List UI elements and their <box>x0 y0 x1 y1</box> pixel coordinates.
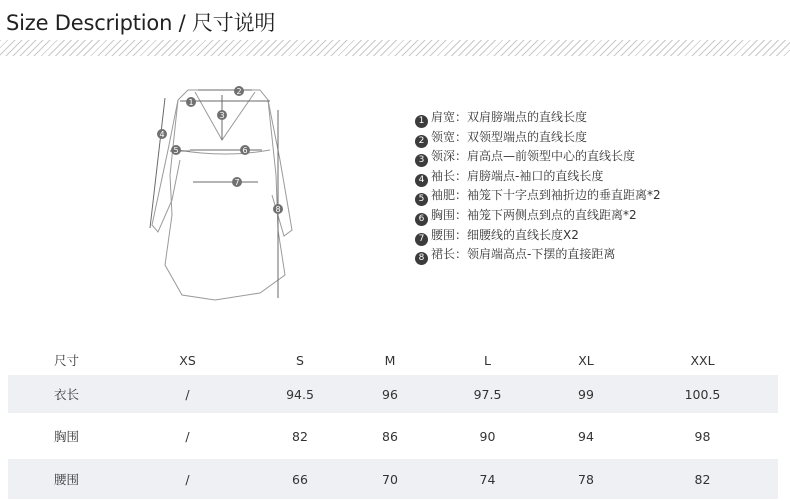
svg-text:3: 3 <box>219 111 225 120</box>
table-cell: 82 <box>250 413 350 459</box>
waist-seam <box>178 150 270 154</box>
marker-8 <box>273 204 283 214</box>
table-cell: 96 <box>350 375 430 413</box>
table-cell: 74 <box>430 459 545 499</box>
table-cell: 胸围 <box>8 413 125 459</box>
page-title: Size Description / 尺寸说明 <box>6 11 276 35</box>
column-header: M <box>384 352 396 368</box>
table-header-row <box>8 345 778 375</box>
marker-3 <box>217 110 227 120</box>
table-cell: 70 <box>350 459 430 499</box>
legend-item <box>415 128 661 148</box>
table-cell: 97.5 <box>430 375 545 413</box>
marker-4 <box>157 129 167 139</box>
table-cell: 94.5 <box>250 375 350 413</box>
svg-text:7: 7 <box>234 178 240 187</box>
legend-item <box>415 186 661 206</box>
legend-text: 袖肥：袖笼下十字点到袖折边的垂直距离*2 <box>431 188 661 203</box>
svg-text:8: 8 <box>275 205 281 214</box>
column-header: S <box>296 352 304 368</box>
hatch-divider <box>0 40 790 56</box>
legend-item <box>415 167 661 187</box>
column-header: 尺寸 <box>53 353 79 368</box>
table-cell: 94 <box>545 413 627 459</box>
legend-text: 腰围：细腰线的直线长度X2 <box>431 227 579 242</box>
table-cell: / <box>125 459 250 499</box>
table-cell: 82 <box>627 459 778 499</box>
legend-number: 8 <box>415 252 428 265</box>
column-header: XXL <box>690 352 715 368</box>
legend-text: 裙长：领肩端高点-下摆的直接距离 <box>431 247 616 262</box>
dress-illustration <box>140 78 310 308</box>
legend-number: 6 <box>415 213 428 226</box>
legend-item <box>415 108 661 128</box>
legend-text: 袖长：肩膀端点-袖口的直线长度 <box>431 168 604 183</box>
table-cell: / <box>125 413 250 459</box>
table-cell: 衣长 <box>8 375 125 413</box>
legend-number: 4 <box>415 174 428 187</box>
table-row <box>8 413 778 459</box>
svg-text:1: 1 <box>188 98 194 107</box>
legend-number: 2 <box>415 135 428 148</box>
svg-text:6: 6 <box>242 146 248 155</box>
table-cell: 66 <box>250 459 350 499</box>
legend-number: 7 <box>415 233 428 246</box>
svg-text:4: 4 <box>159 130 165 139</box>
table-cell: / <box>125 375 250 413</box>
legend-text: 胸围：袖笼下两侧点到点的直线距离*2 <box>431 207 637 222</box>
legend-number: 3 <box>415 154 428 167</box>
legend-text: 肩宽：双肩膀端点的直线长度 <box>431 110 588 124</box>
legend-item <box>415 147 661 167</box>
size-table <box>8 345 778 499</box>
marker-2 <box>234 86 244 96</box>
table-row <box>8 375 778 413</box>
table-cell: 98 <box>627 413 778 459</box>
legend-number: 5 <box>415 193 428 206</box>
header <box>0 0 790 42</box>
legend-item <box>415 245 661 265</box>
table-cell: 腰围 <box>8 459 125 499</box>
dress-outline <box>165 90 285 300</box>
table-cell: 100.5 <box>627 375 778 413</box>
table-row <box>8 459 778 499</box>
legend-text: 领宽：双领型端点的直线长度 <box>431 129 588 144</box>
marker-5 <box>171 145 181 155</box>
svg-text:5: 5 <box>173 146 179 155</box>
marker-7 <box>232 177 242 187</box>
column-header: XL <box>578 352 594 368</box>
line-sleeve-length <box>150 98 165 228</box>
legend-item <box>415 206 661 226</box>
legend-item <box>415 226 661 246</box>
marker-6 <box>240 145 250 155</box>
marker-1 <box>186 97 196 107</box>
measurement-legend <box>415 108 661 265</box>
table-cell: 86 <box>350 413 430 459</box>
legend-text: 领深：肩高点—前领型中心的直线长度 <box>431 149 636 164</box>
table-cell: 90 <box>430 413 545 459</box>
right-sleeve <box>268 100 292 236</box>
table-cell: 78 <box>545 459 627 499</box>
column-header: L <box>484 352 491 368</box>
column-header: XS <box>179 352 196 368</box>
legend-number: 1 <box>415 115 428 128</box>
table-cell: 99 <box>545 375 627 413</box>
svg-text:2: 2 <box>236 87 242 96</box>
